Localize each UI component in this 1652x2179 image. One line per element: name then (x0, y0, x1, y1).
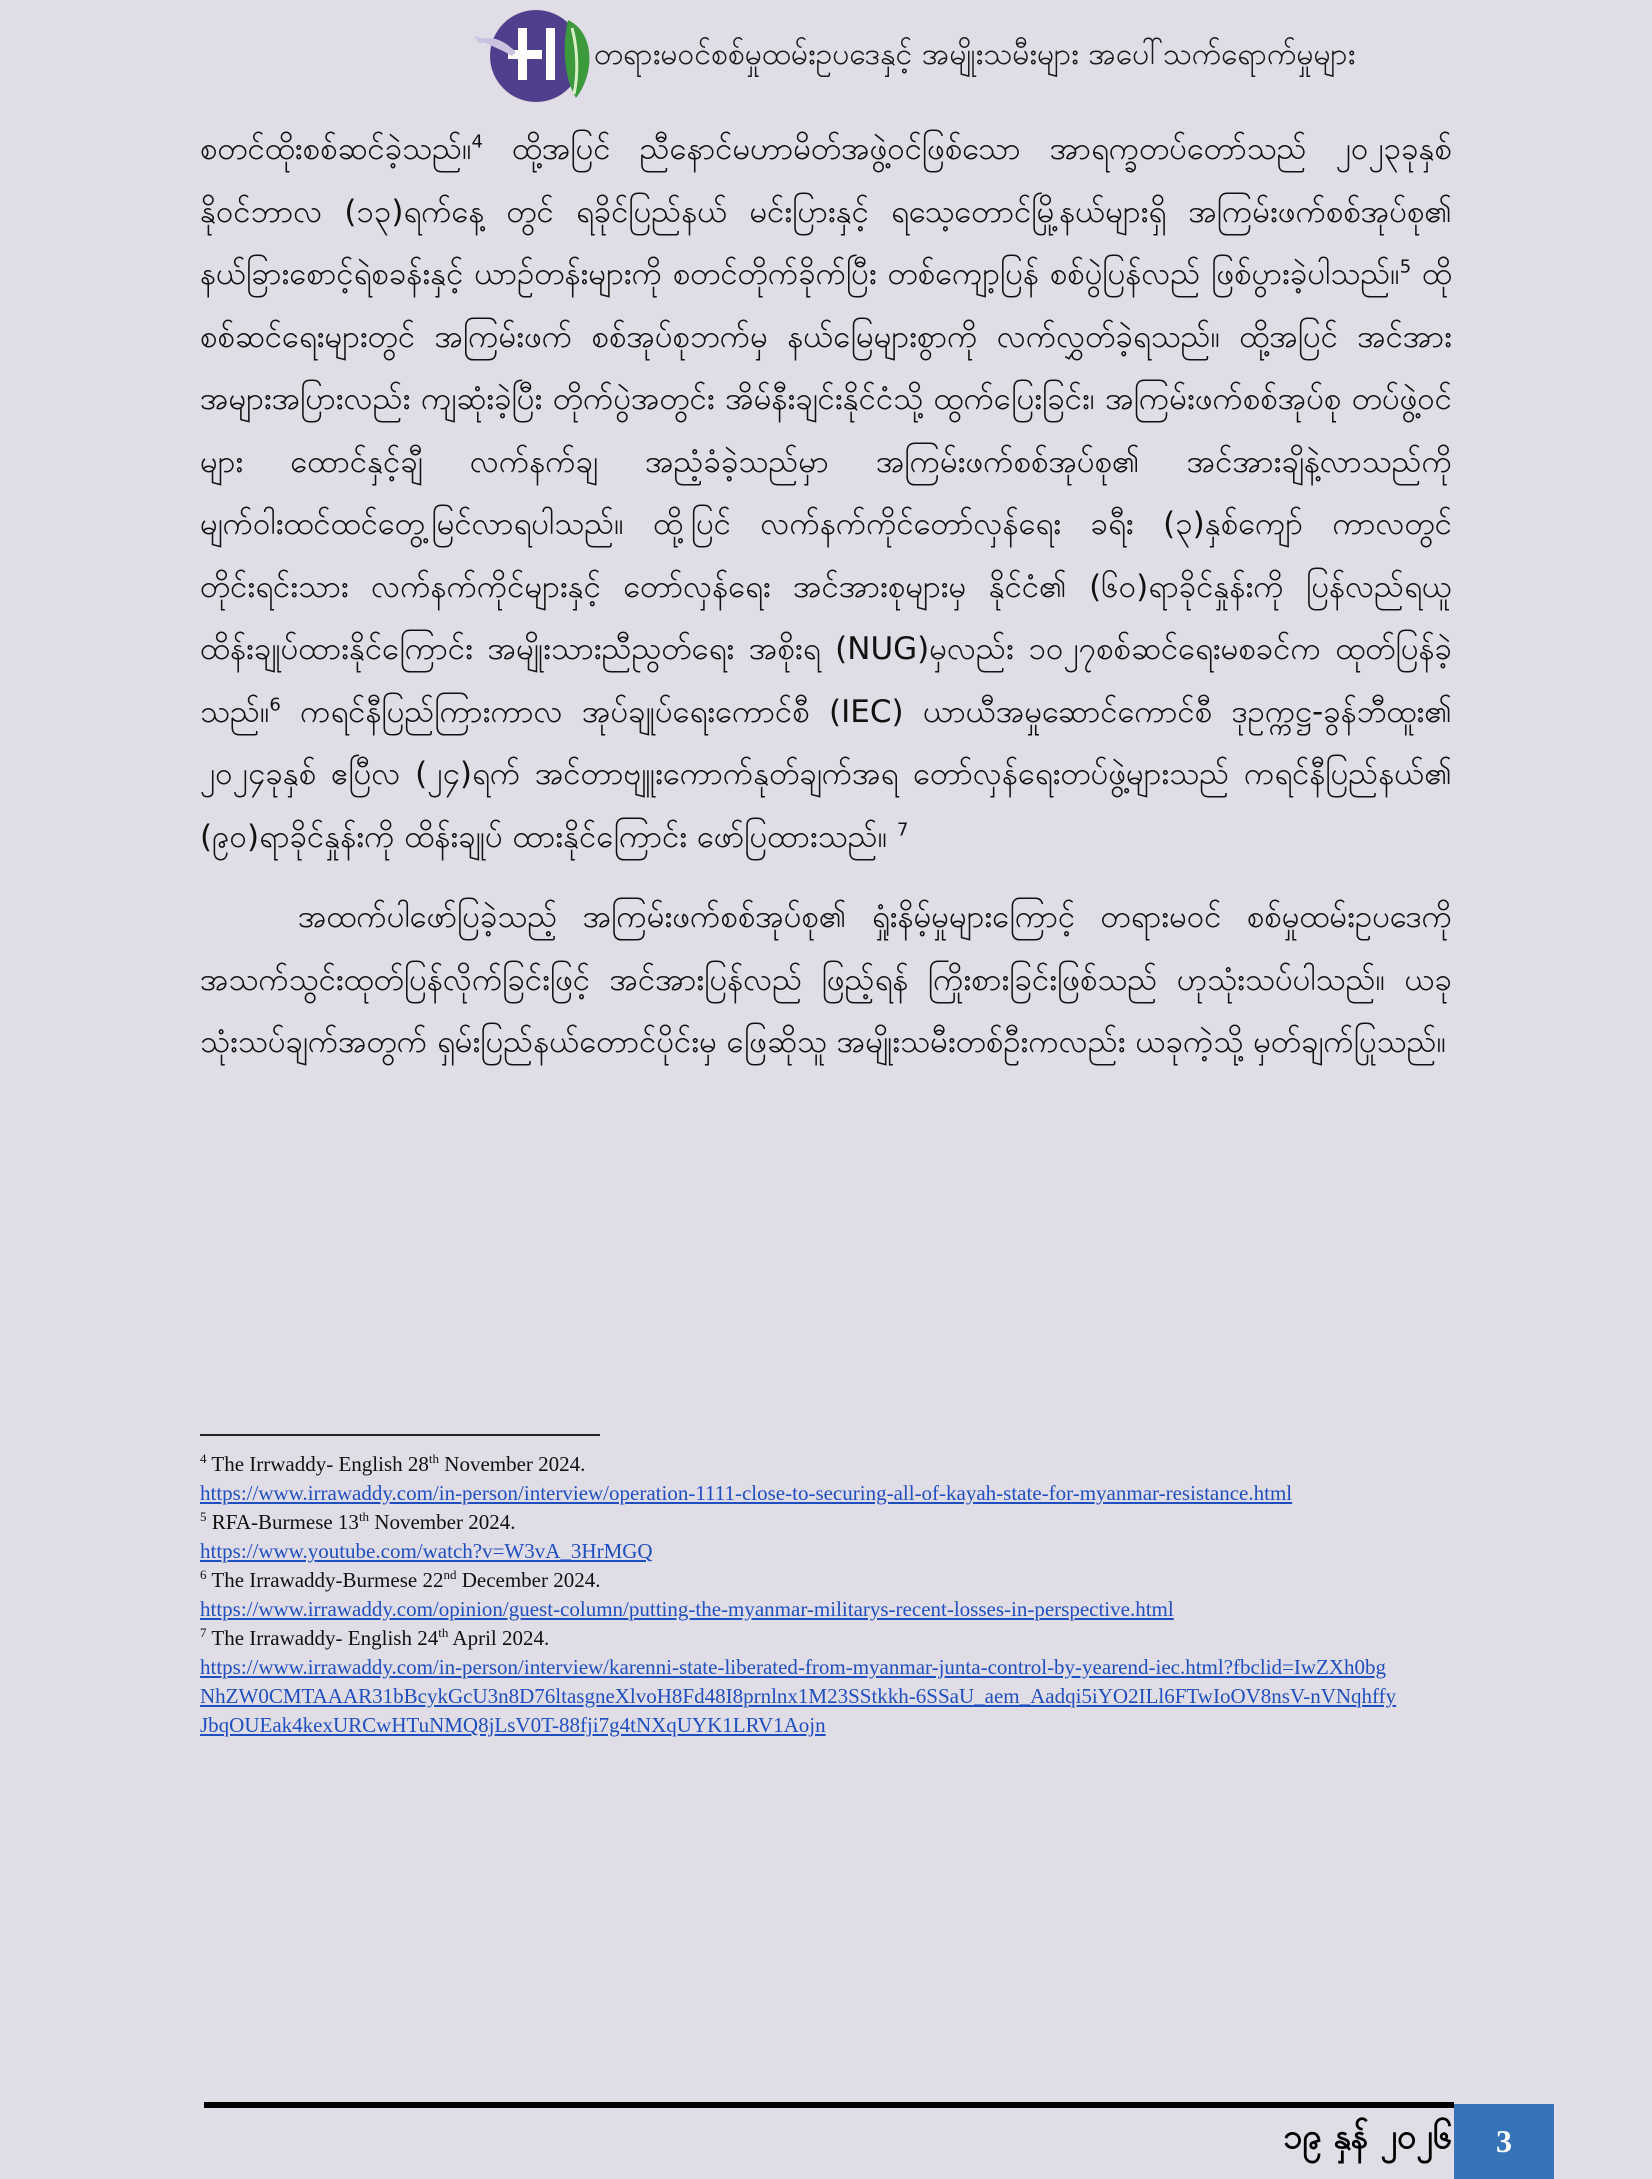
footnote-7-link[interactable]: https://www.irrawaddy.com/in-person/interview/karenni-state-liberated-from-myanmar-junta-control-by-yearend-iec.html?fbclid=IwZXh0bgNhZW0CMTAAAR31bBcykGcU3n8D76ltasgneXlvoH8Fd48I8prnlnx1M23SStkkh-6SSaU_aem_Aadqi5iYO2ILl6FTwIoOV8nsV-nVNqhffyJbqOUEak4kexURCwHTuNMQ8jLsV0T-88fji7g4tNXqUYK1LRV1Aojn (200, 1655, 1397, 1737)
footnote-5-citation (200, 1508, 1400, 1537)
footnote-6-citation (200, 1566, 1400, 1595)
footnote-4-link[interactable]: https://www.irrawaddy.com/in-person/interview/operation-1111-close-to-securing-all-of-kayah-state-for-myanmar-resistance.html (200, 1481, 1293, 1505)
paragraph-1-text-a: စတင်ထိုးစစ်ဆင်ခဲ့သည်။ (200, 131, 472, 167)
page-number: 3 (1454, 2104, 1554, 2179)
footnote-ref-6[interactable]: 6 (269, 694, 281, 716)
page-header (472, 6, 1472, 106)
footnote-5-ordinal: th (358, 1509, 370, 1524)
footnote-7-source: The Irrawaddy- English 24 (206, 1626, 439, 1650)
main-body-text (200, 118, 1452, 1074)
footnote-6 (200, 1566, 1400, 1624)
paragraph-1-text-b: ထို့အပြင် ညီနောင်မဟာမိတ်အဖွဲ့ဝင်ဖြစ်သော အာရက္ခတပ်တော်သည် ၂၀၂၃ခုနှစ် နိုဝင်ဘာလ (၁၃)ရက်နေ့ တွင် ရခိုင်ပြည်နယ် မင်းပြားနှင့် ရသေ့တောင်မြို့နယ်များရှိ အကြမ်းဖက်စစ်အုပ်စု၏ နယ်ခြားစောင့်ရဲစခန်းနှင့် ယာဉ်တန်းများကို စတင်တိုက်ခိုက်ပြီး တစ်ကျော့ပြန် စစ်ပွဲပြန်လည် ဖြစ်ပွားခဲ့ပါသည်။ (200, 131, 1452, 292)
footnote-4-ordinal: th (428, 1451, 440, 1466)
footnote-ref-4[interactable]: 4 (471, 131, 483, 153)
footnote-7-date: April 2024. (448, 1626, 550, 1650)
paragraph-1 (200, 118, 1452, 868)
footnote-7-ordinal: th (438, 1625, 449, 1640)
footnote-5-link[interactable]: https://www.youtube.com/watch?v=W3vA_3HrMGQ (200, 1539, 653, 1563)
footnote-6-number: 6 (200, 1567, 207, 1582)
dove-and-leaf-logo-icon (472, 6, 600, 106)
footnote-ref-5[interactable]: 5 (1399, 256, 1412, 278)
footnote-6-source: The Irrawaddy-Burmese 22 (206, 1568, 444, 1592)
footnote-6-link[interactable]: https://www.irrawaddy.com/opinion/guest-column/putting-the-myanmar-militarys-recent-losses-in-perspective.html (200, 1597, 1174, 1621)
footnote-4 (200, 1450, 1400, 1508)
footer-divider (204, 2102, 1454, 2108)
footnote-7-citation (200, 1624, 1400, 1653)
footnote-ref-7[interactable]: 7 (896, 819, 909, 841)
footnote-6-ordinal: nd (443, 1567, 457, 1582)
footnote-6-date: December 2024. (456, 1568, 601, 1592)
footnote-7 (200, 1624, 1400, 1740)
paragraph-1-text-d: ကရင်နီပြည်ကြားကာလ အုပ်ချုပ်ရေးကောင်စီ (IEC) ယာယီအမှုဆောင်ကောင်စီ ဒုဥက္ကဋ္ဌ-ခွန်ဘီထူး၏ ၂၀၂၄ခုနှစ် ဧပြီလ (၂၄)ရက် အင်တာဗျူးကောက်နုတ်ချက်အရ တော်လှန်ရေးတပ်ဖွဲ့များသည် ကရင်နီပြည်နယ်၏ (၉၀)ရာခိုင်နှုန်းကို ထိန်းချုပ် ထားနိုင်ကြောင်း ဖော်ပြထားသည်။ (200, 693, 1452, 855)
footnote-5-source: RFA-Burmese 13 (206, 1510, 359, 1534)
footnote-divider (200, 1434, 600, 1436)
footnote-4-date: November 2024. (439, 1452, 586, 1476)
footnote-5 (200, 1508, 1400, 1566)
footnote-5-date: November 2024. (369, 1510, 516, 1534)
header-title: တရားမဝင်စစ်မှုထမ်းဥပဒေနှင့် အမျိုးသမီးများ အပေါ်သက်ရောက်မှုများ (594, 36, 1356, 72)
footer-date: ၁၉ နှန် ၂၀၂၆ (1283, 2117, 1452, 2157)
footnote-4-number: 4 (200, 1451, 207, 1466)
footnote-4-source: The Irrwaddy- English 28 (206, 1452, 429, 1476)
footnote-4-citation (200, 1450, 1400, 1479)
footnote-7-number: 7 (200, 1625, 207, 1640)
paragraph-1-text-c: ထိုစစ်ဆင်ရေးများတွင် အကြမ်းဖက် စစ်အုပ်စုဘက်မှ နယ်မြေများစွာကို လက်လွှတ်ခဲ့ရသည်။ ထို့အပြင် အင်အားအများအပြားလည်း ကျဆုံးခဲ့ပြီး တိုက်ပွဲအတွင်း အိမ်နီးချင်းနိုင်ငံသို့ ထွက်ပြေးခြင်း၊ အကြမ်းဖက်စစ်အုပ်စု တပ်ဖွဲ့ဝင်များ ထောင်နှင့်ချီ လက်နက်ချ အညံ့ခံခဲ့သည်မှာ အကြမ်းဖက်စစ်အုပ်စု၏ အင်အားချိနဲ့လာသည်ကို မျက်ဝါးထင်ထင်တွေ့မြင်လာရပါသည်။ ထို့ပြင် လက်နက်ကိုင်တော်လှန်ရေး ခရီး (၃)နှစ်ကျော် ကာလတွင် တိုင်းရင်းသား လက်နက်ကိုင်များနှင့် တော်လှန်ရေး အင်အားစုများမှ နိုင်ငံ၏ (၆၀)ရာခိုင်နှုန်းကို ပြန်လည်ရယူ ထိန်းချုပ်ထားနိုင်ကြောင်း အမျိုးသားညီညွတ်ရေး အစိုးရ (NUG)မှလည်း ၁၀၂၇စစ်ဆင်ရေးမစခင်က ထုတ်ပြန်ခဲ့သည်။ (200, 256, 1453, 730)
footnotes-section (200, 1450, 1400, 1740)
footnote-5-number: 5 (200, 1509, 207, 1524)
paragraph-2: အထက်ပါဖော်ပြခဲ့သည့် အကြမ်းဖက်စစ်အုပ်စု၏ ရှုံးနိမ့်မှုများကြောင့် တရားမဝင် စစ်မှုထမ်းဥပဒေကို အသက်သွင်းထုတ်ပြန်လိုက်ခြင်းဖြင့် အင်အားပြန်လည် ဖြည့်ရန် ကြိုးစားခြင်းဖြစ်သည် ဟုသုံးသပ်ပါသည်။ ယခုသုံးသပ်ချက်အတွက် ရှမ်းပြည်နယ်တောင်ပိုင်းမှ ဖြေဆိုသူ အမျိုးသမီးတစ်ဦးကလည်း ယခုကဲ့သို့ မှတ်ချက်ပြုသည်။ (200, 899, 1452, 1060)
